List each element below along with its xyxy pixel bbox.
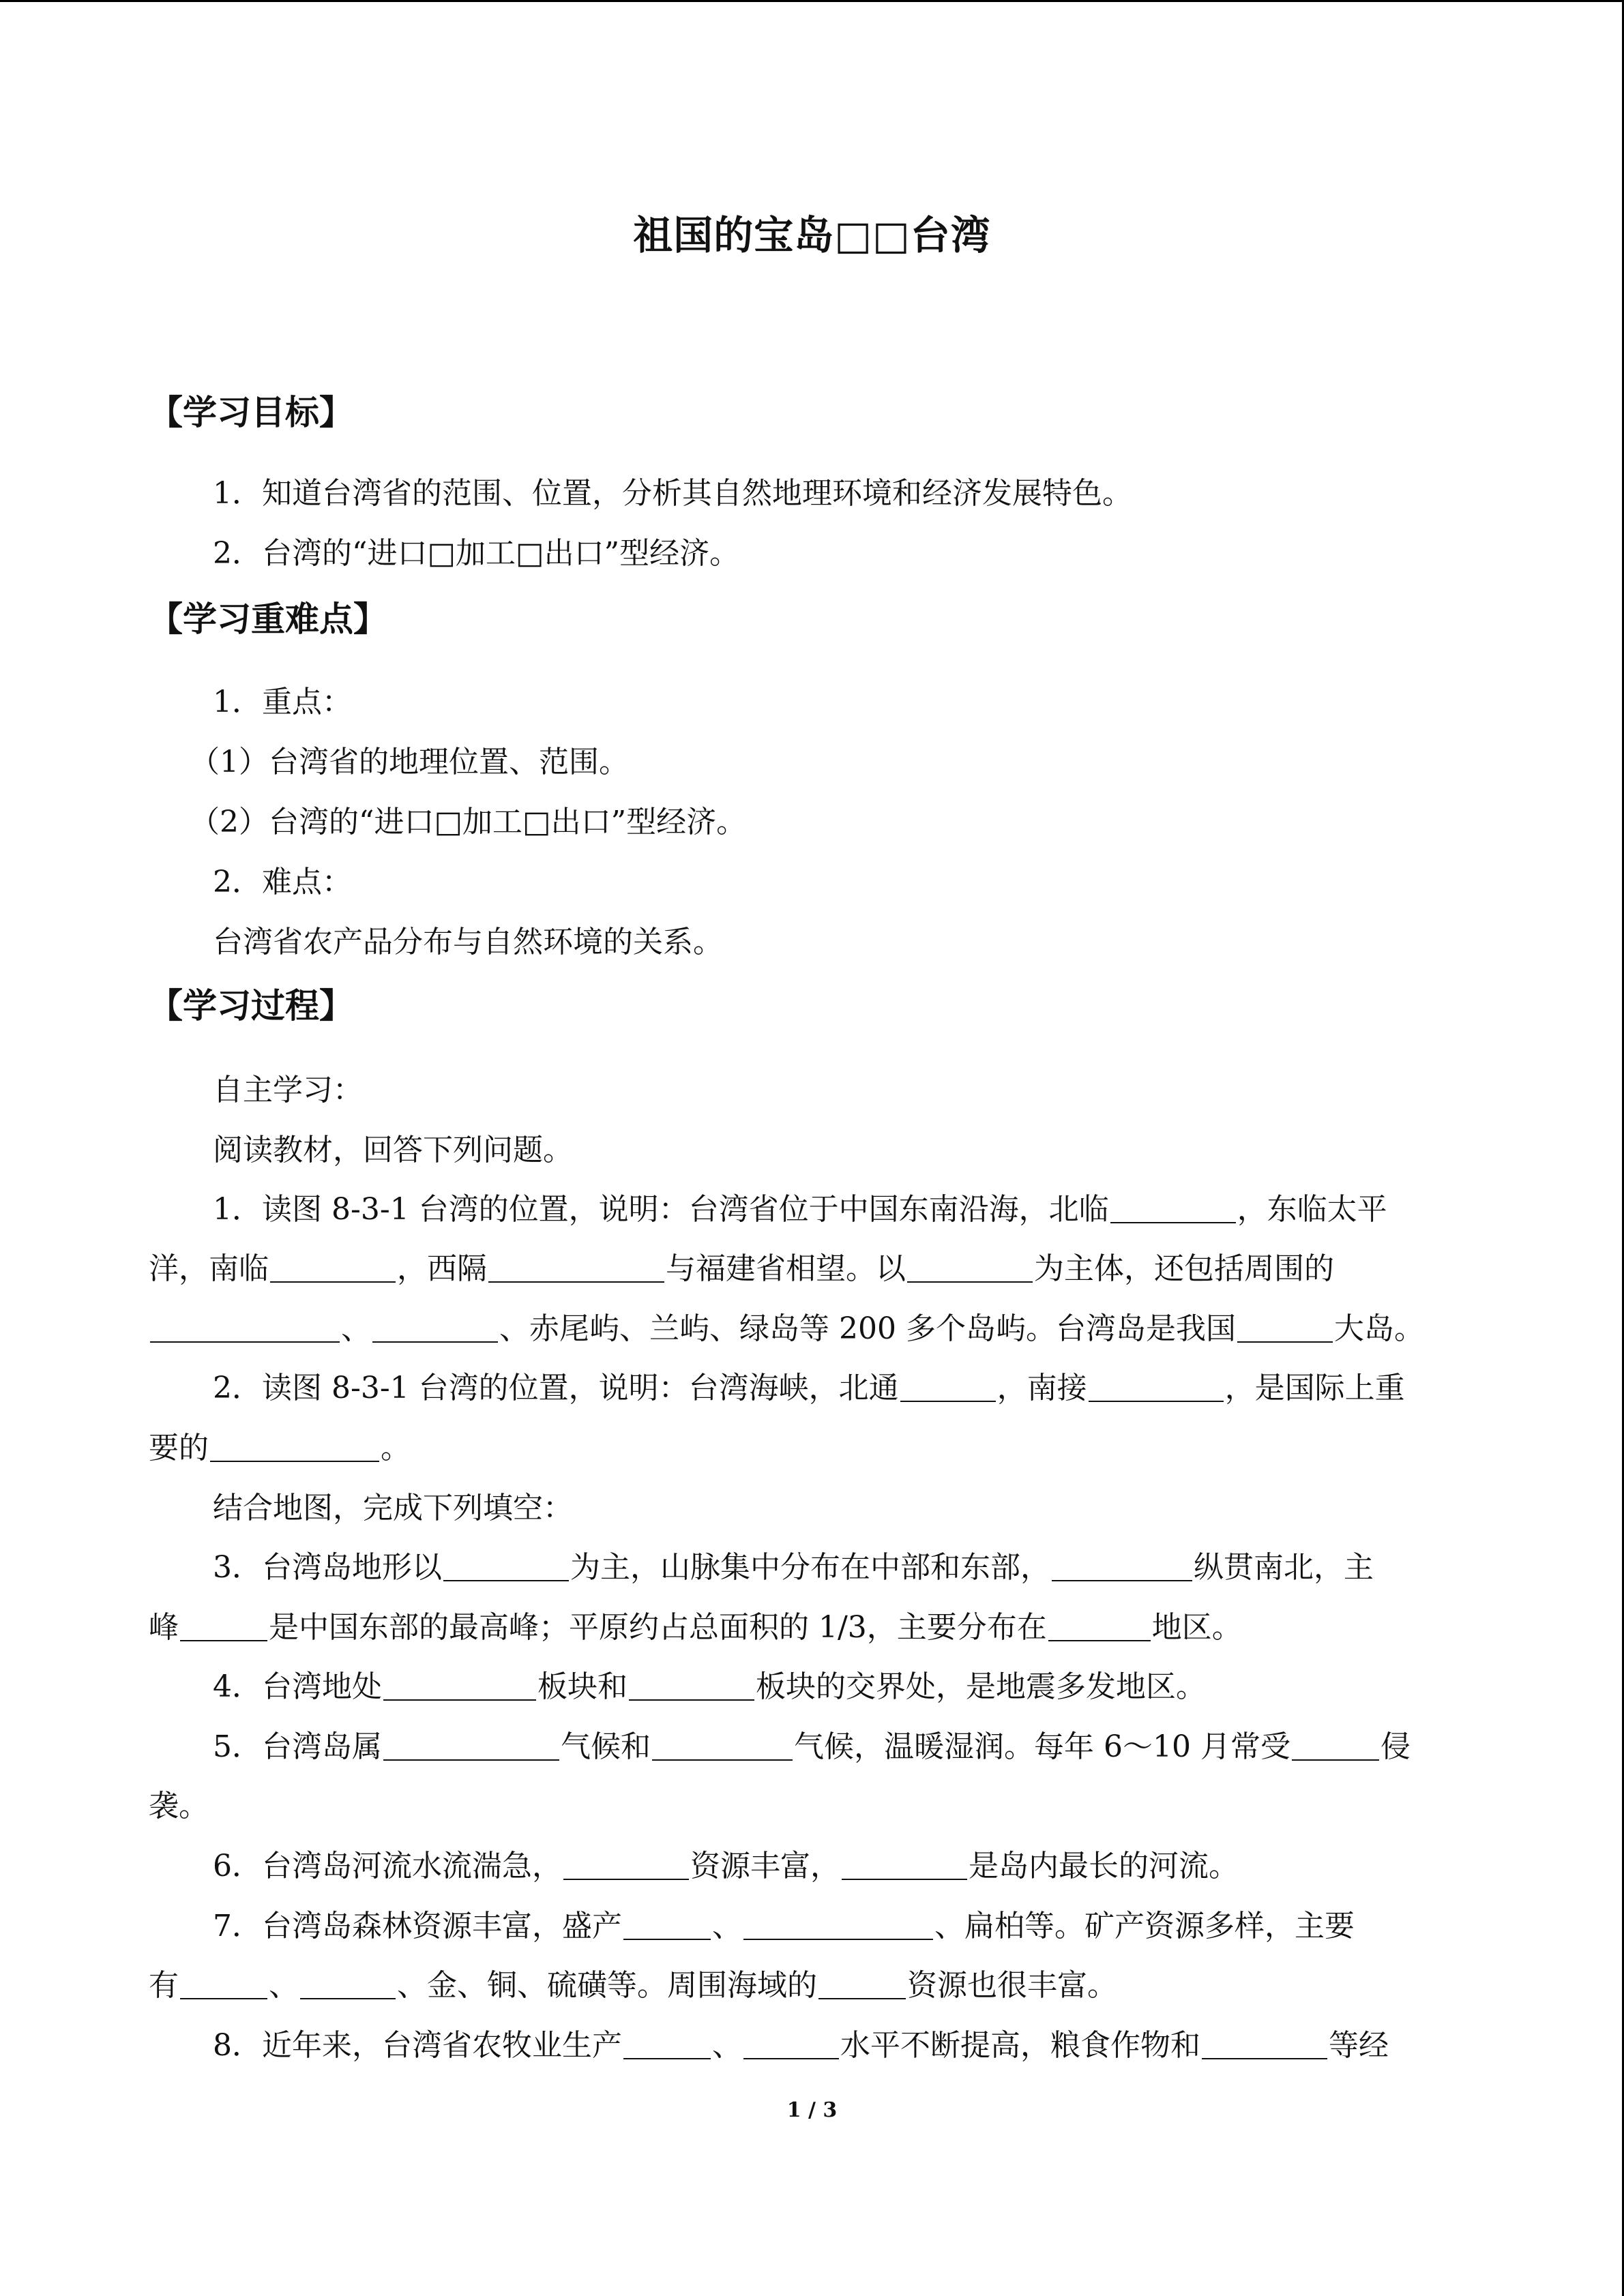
q1-text-2b: ，西隔 <box>397 1251 487 1286</box>
q6-text-a: 6．台湾岛河流水流湍急， <box>213 1849 562 1883</box>
key-label: 1．重点： <box>213 685 352 719</box>
question-1-line-3 <box>149 1307 1479 1351</box>
q3-blank-mountain-range[interactable] <box>1052 1553 1192 1581</box>
q2-text-1a: 2．读图 8-3-1 台湾的位置，说明：台湾海峡，北通 <box>213 1371 899 1405</box>
q2-blank-north[interactable] <box>900 1373 996 1402</box>
difficult-text: 台湾省农产品分布与自然环境的关系。 <box>213 925 723 959</box>
question-3-line-2 <box>149 1606 1479 1650</box>
q7-text-2d: 资源也很丰富。 <box>907 1968 1117 2003</box>
section-heading-goals: 【学习目标】 <box>149 393 353 432</box>
q3-text-1c: 纵贯南北，主 <box>1194 1550 1374 1585</box>
q4-text-c: 板块的交界处，是地震多发地区。 <box>756 1669 1206 1704</box>
q5-text-1d: 侵 <box>1380 1729 1411 1764</box>
goal-item-1: 1．知道台湾省的范围、位置，分析其自然地理环境和经济发展特色。 <box>213 476 1132 511</box>
q4-text-a: 4．台湾地处 <box>213 1669 382 1704</box>
document-title: 祖国的宝岛□□台湾 <box>633 212 991 258</box>
q6-text-b: 资源丰富， <box>690 1849 840 1883</box>
q4-text-b: 板块和 <box>537 1669 628 1704</box>
q3-blank-terrain[interactable] <box>443 1553 569 1581</box>
question-6 <box>149 1845 1479 1888</box>
q8-blank-level-1[interactable] <box>623 2031 711 2059</box>
q7-blank-timber-1[interactable] <box>623 1911 711 1940</box>
q1-blank-rank[interactable] <box>1237 1314 1333 1343</box>
question-1-line-1 <box>149 1188 1479 1232</box>
q1-blank-strait[interactable] <box>488 1254 664 1283</box>
question-4 <box>149 1665 1479 1709</box>
q1-blank-island-1[interactable] <box>150 1314 340 1343</box>
question-3-line-1 <box>149 1546 1479 1590</box>
question-8 <box>149 2024 1479 2068</box>
q3-blank-plain-region[interactable] <box>1048 1613 1151 1641</box>
question-7-line-1 <box>149 1905 1479 1948</box>
q5-blank-disaster[interactable] <box>1292 1732 1379 1761</box>
q7-text-2a: 有 <box>149 1968 179 2003</box>
q5-text-1b: 气候和 <box>561 1729 651 1764</box>
q3-text-2b: 是中国东部的最高峰；平原约占总面积的 1/3，主要分布在 <box>269 1610 1047 1645</box>
q7-text-1c: 、扁柏等。矿产资源多样，主要 <box>934 1909 1355 1943</box>
key-item-1: （1）台湾省的地理位置、范围。 <box>190 745 629 779</box>
q1-blank-island-2[interactable] <box>372 1314 498 1343</box>
key-item-2: （2）台湾的“进口□加工□出口”型经济。 <box>190 805 747 839</box>
q8-blank-crop[interactable] <box>1202 2031 1327 2059</box>
q6-blank-resource[interactable] <box>563 1851 689 1880</box>
q8-text-c: 水平不断提高，粮食作物和 <box>840 2028 1200 2063</box>
q2-text-1b: ，南接 <box>996 1371 1087 1405</box>
q7-blank-mineral-2[interactable] <box>300 1971 396 1999</box>
q5-text-1c: 气候，温暖湿润。每年 6～10 月常受 <box>794 1729 1290 1764</box>
q1-text-1b: ，东临太平 <box>1237 1192 1387 1227</box>
q8-text-b: 、 <box>712 2028 742 2063</box>
q8-text-a: 8．近年来，台湾省农牧业生产 <box>213 2028 622 2063</box>
q3-text-1b: 为主，山脉集中分布在中部和东部， <box>570 1550 1050 1585</box>
section-heading-process: 【学习过程】 <box>149 986 353 1026</box>
question-7-line-2 <box>149 1964 1479 2008</box>
q1-text-2a: 洋，南临 <box>149 1251 269 1286</box>
q1-text-2d: 为主体，还包括周围的 <box>1034 1251 1334 1286</box>
page-frame-top <box>0 0 1624 2</box>
q1-text-3a: 、 <box>341 1311 371 1346</box>
q6-text-c: 是岛内最长的河流。 <box>969 1849 1239 1883</box>
question-2-line-2 <box>149 1427 1479 1470</box>
q7-text-2b: 、 <box>269 1968 299 2003</box>
q7-blank-mineral-1[interactable] <box>180 1971 267 1999</box>
q1-blank-north-sea[interactable] <box>1110 1195 1236 1223</box>
q6-blank-river[interactable] <box>842 1851 967 1880</box>
q1-blank-south-sea[interactable] <box>270 1254 396 1283</box>
q2-blank-route[interactable] <box>210 1433 379 1462</box>
difficult-label: 2．难点： <box>213 865 352 899</box>
goal-item-2: 2．台湾的“进口□加工□出口”型经济。 <box>213 536 740 571</box>
question-5-line-2: 袭。 <box>149 1789 209 1823</box>
q1-text-1a: 1．读图 8-3-1 台湾的位置，说明：台湾省位于中国东南沿海，北临 <box>213 1192 1109 1227</box>
q2-text-2a: 要的 <box>149 1431 209 1465</box>
q2-blank-south[interactable] <box>1089 1373 1224 1402</box>
q5-blank-climate-1[interactable] <box>383 1732 559 1761</box>
q1-blank-main-island[interactable] <box>907 1254 1033 1283</box>
question-5-line-1 <box>149 1725 1479 1769</box>
q3-text-2c: 地区。 <box>1151 1610 1242 1645</box>
question-1-line-2 <box>149 1247 1479 1291</box>
q1-text-2c: 与福建省相望。以 <box>666 1251 906 1286</box>
q5-blank-climate-2[interactable] <box>652 1732 793 1761</box>
reading-instruction: 阅读教材，回答下列问题。 <box>213 1133 573 1167</box>
q3-text-2a: 峰 <box>149 1610 179 1645</box>
q2-text-1c: ，是国际上重 <box>1224 1371 1405 1405</box>
q8-text-d: 等经 <box>1329 2028 1389 2063</box>
map-instruction: 结合地图，完成下列填空： <box>213 1491 573 1525</box>
q7-blank-timber-2[interactable] <box>743 1911 933 1940</box>
q4-blank-plate-2[interactable] <box>629 1672 754 1701</box>
q7-text-1b: 、 <box>712 1909 742 1943</box>
section-heading-key-points: 【学习重难点】 <box>149 599 387 639</box>
q1-text-3c: 大岛。 <box>1333 1311 1424 1346</box>
q7-blank-marine-resource[interactable] <box>818 1971 906 1999</box>
q4-blank-plate-1[interactable] <box>383 1672 536 1701</box>
q3-text-1a: 3．台湾岛地形以 <box>213 1550 442 1585</box>
q2-text-2b: 。 <box>381 1431 411 1465</box>
self-study-label: 自主学习： <box>213 1073 363 1107</box>
q3-blank-peak[interactable] <box>180 1613 267 1641</box>
q7-text-1a: 7．台湾岛森林资源丰富，盛产 <box>213 1909 622 1943</box>
q1-text-3b: 、赤尾屿、兰屿、绿岛等 200 多个岛屿。台湾岛是我国 <box>499 1311 1236 1346</box>
q8-blank-level-2[interactable] <box>743 2031 839 2059</box>
q5-text-1a: 5．台湾岛属 <box>213 1729 382 1764</box>
question-2-line-1 <box>149 1367 1479 1410</box>
q7-text-2c: 、金、铜、硫磺等。周围海域的 <box>397 1968 817 2003</box>
page-number: 1 / 3 <box>786 2098 838 2122</box>
